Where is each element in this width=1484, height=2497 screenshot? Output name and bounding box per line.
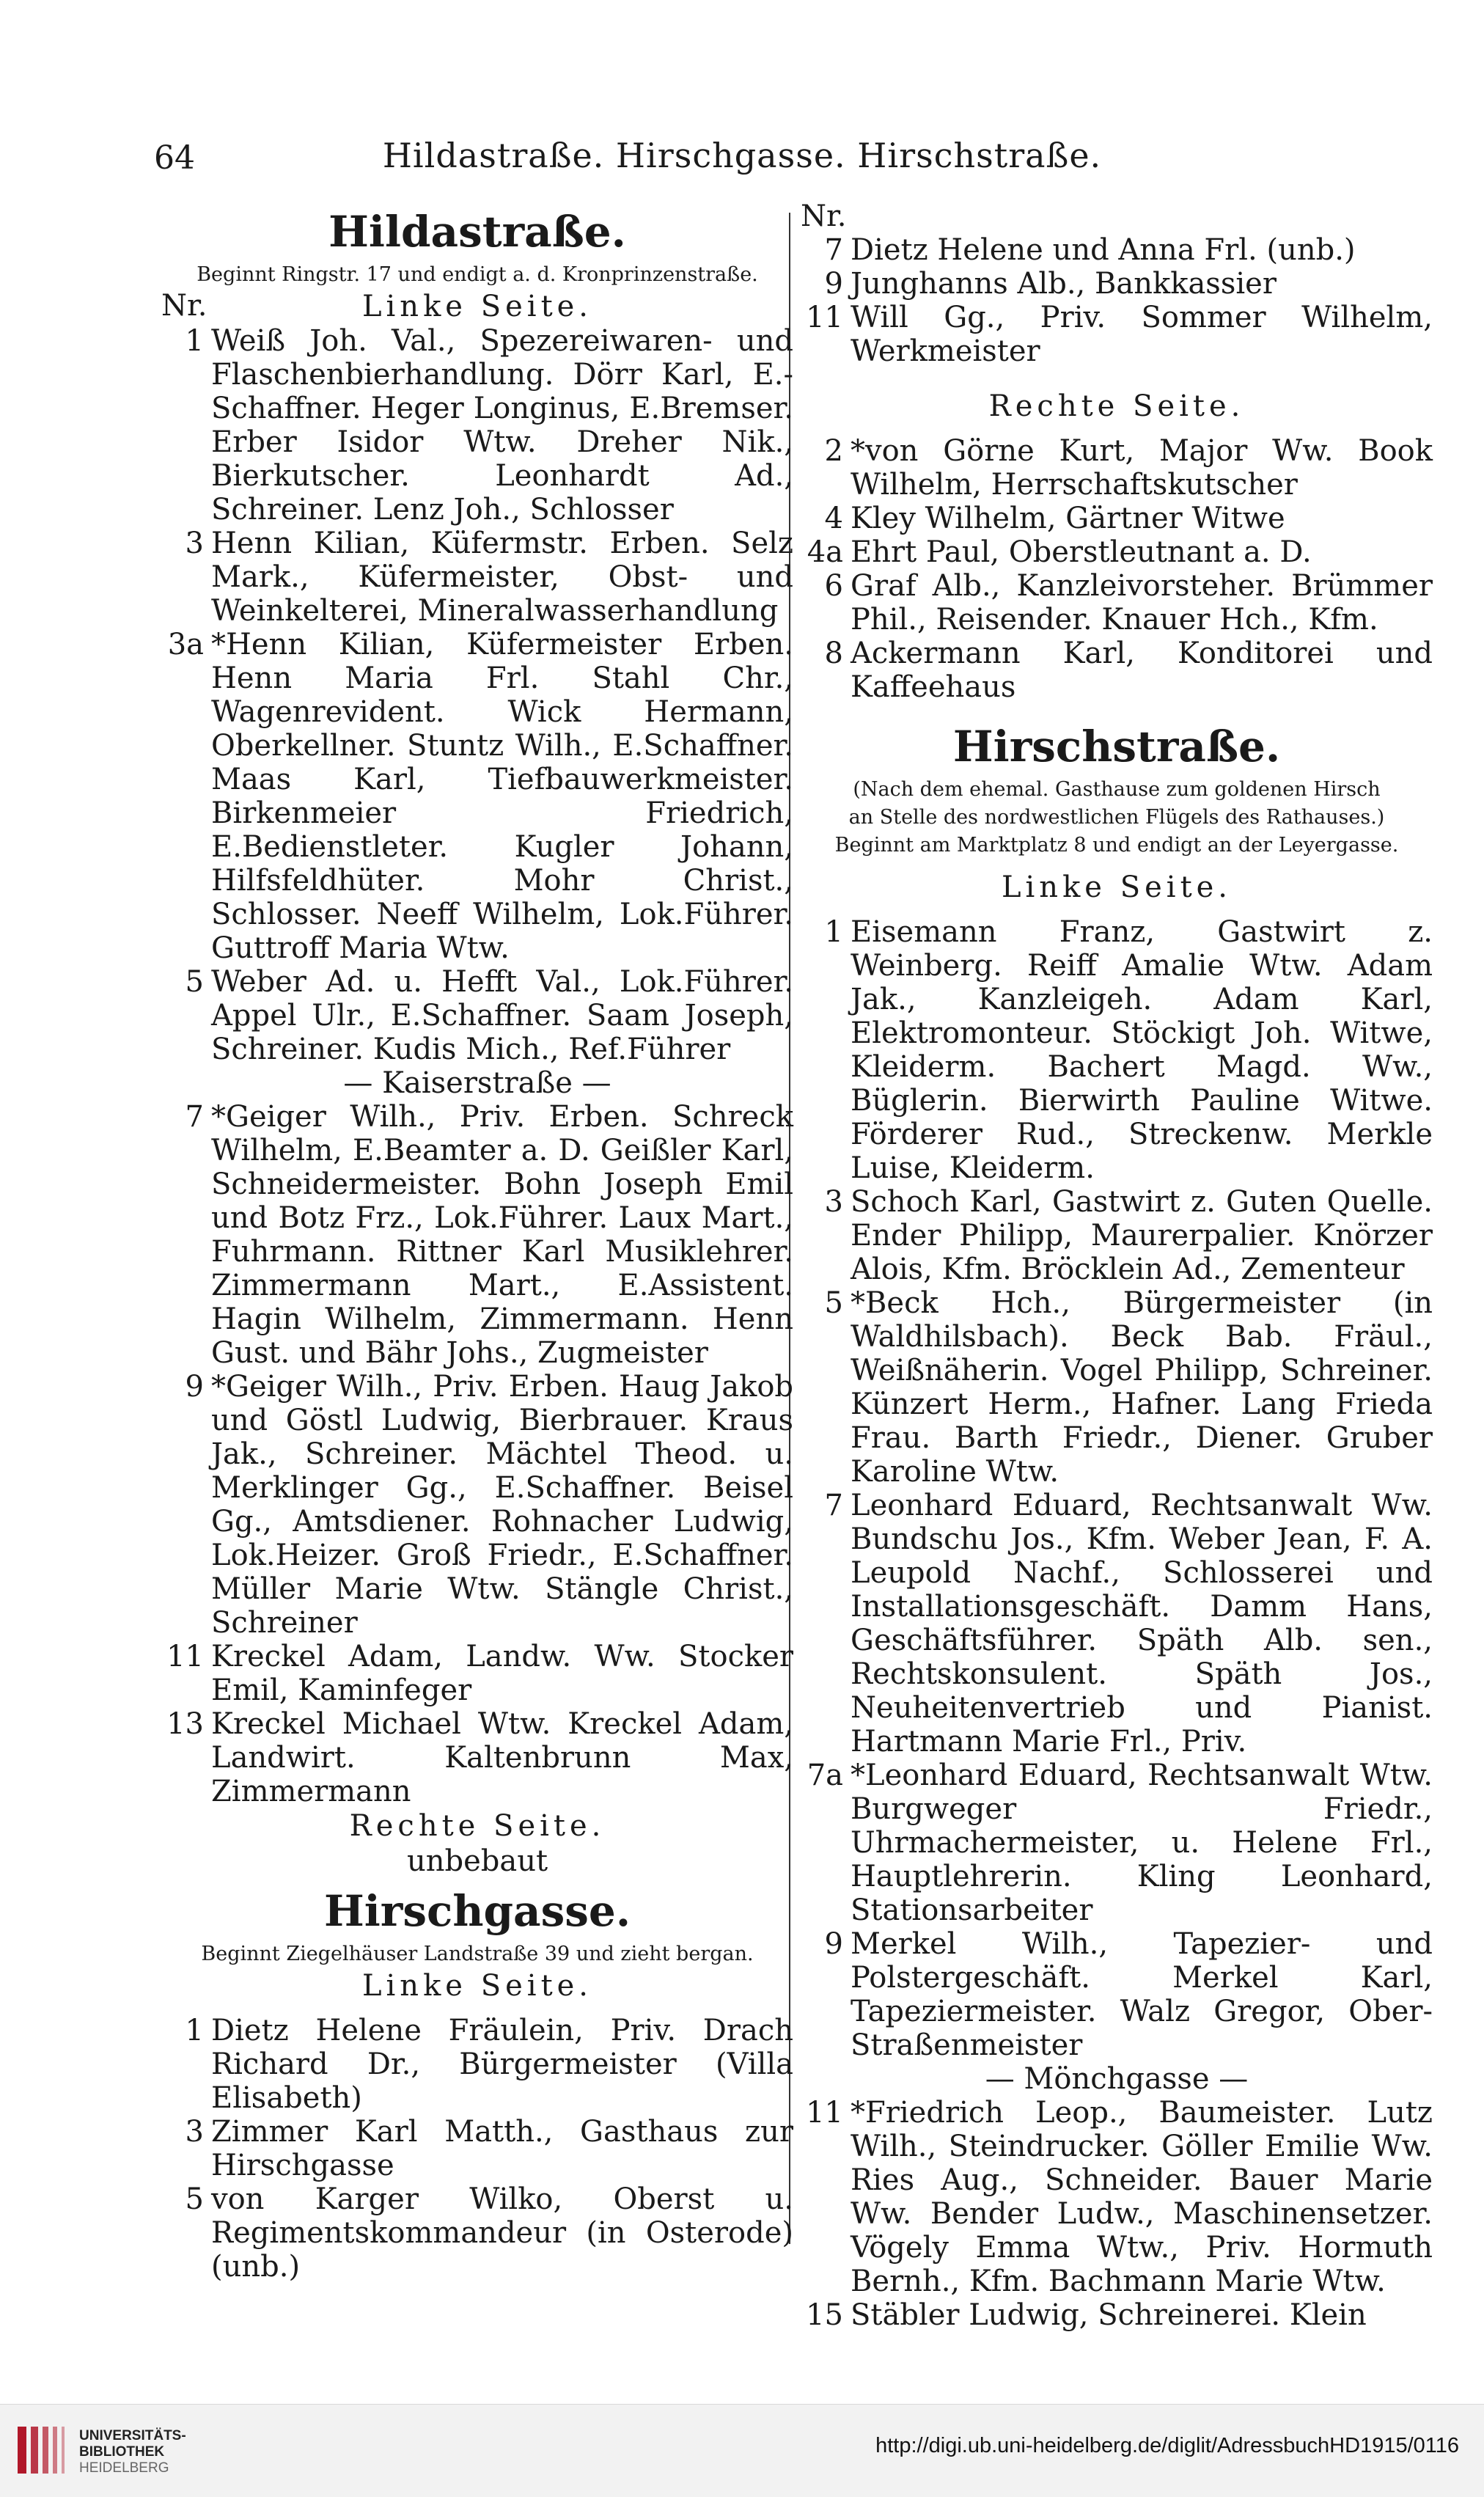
entry-text: *Friedrich Leop., Baumeister. Lutz Wilh., Steindrucker. Göller Emilie Ww. Ries Aug., Schneider. Bauer Marie Ww. Bender Ludw., Maschinensetzer. Vögely Emma Wtw., Priv. Hormuth Bernh., Kfm. Bachmann Marie Wtw. [851, 2096, 1433, 2298]
list-item [801, 2298, 1433, 2332]
side-header-row [161, 289, 793, 324]
list-item [801, 637, 1433, 704]
right-column [801, 199, 1433, 2332]
list-item [801, 569, 1433, 637]
entry-text: *Leonhard Eduard, Rechtsanwalt Wtw. Burgweger Friedr., Uhrmachermeister, u. Helene Frl., Hauptlehrerin. Kling Leonhard, Stationsarbeiter [851, 1759, 1433, 1927]
list-item [161, 1370, 793, 1640]
entry-text: Ehrt Paul, Oberstleutnant a. D. [851, 535, 1312, 569]
university-logo-icon [16, 2424, 69, 2476]
list-item [161, 628, 793, 965]
page-number: 64 [154, 139, 195, 177]
side-label-left: Linke Seite. [361, 1969, 593, 2003]
entry-text: Kley Wilhelm, Gärtner Witwe [851, 502, 1285, 535]
street-title-hirschgasse: Hirschgasse. [323, 1886, 631, 1936]
house-number: 1 [185, 324, 204, 358]
entry-text: Zimmer Karl Matth., Gasthaus zur Hirschgasse [211, 2115, 793, 2182]
list-item [161, 324, 793, 527]
house-number: 5 [824, 1286, 843, 1320]
nr-label: Nr. [801, 199, 847, 233]
list-item [801, 301, 1433, 368]
list-item [161, 527, 793, 628]
entry-text: Graf Alb., Kanzleivorsteher. Brümmer Phil., Reisender. Knauer Hch., Kfm. [851, 569, 1433, 637]
list-item [161, 1100, 793, 1370]
house-number: 11 [806, 301, 843, 334]
street-title-hildastrasse: Hildastraße. [328, 207, 626, 257]
list-item [801, 434, 1433, 502]
entry-text: Ackermann Karl, Konditorei und Kaffeehaus [851, 637, 1433, 704]
house-number: 7 [824, 233, 843, 267]
left-column [161, 199, 793, 2284]
street-description-line3: Beginnt am Marktplatz 8 und endigt an der Leyergasse. [834, 834, 1399, 857]
house-number: 3 [824, 1185, 843, 1219]
entry-text: Kreckel Adam, Landw. Ww. Stocker Emil, Kaminfeger [211, 1640, 793, 1707]
list-item [161, 1707, 793, 1808]
house-number: 5 [185, 2182, 204, 2216]
house-number: 13 [166, 1707, 204, 1741]
list-item [801, 1489, 1433, 1759]
entry-text: *Geiger Wilh., Priv. Erben. Schreck Wilhelm, E.Beamter a. D. Geißler Karl, Schneidermeister. Bohn Joseph Emil und Botz Frz., Lok.Führer. Laux Mart., Fuhrmann. Rittner Karl Musiklehrer. Zimmermann Mart., E.Assistent. Hagin Wilhelm, Zimmermann. Henn Gust. und Bähr Johs., Zugmeister [211, 1100, 793, 1370]
entry-text: Stäbler Ludwig, Schreinerei. Klein [851, 2298, 1367, 2332]
street-description: Beginnt Ziegelhäuser Landstraße 39 und zieht bergan. [201, 1943, 754, 1965]
side-label-right: Rechte Seite. [988, 389, 1245, 423]
entry-text: Weber Ad. u. Hefft Val., Lok.Führer. Appel Ulr., E.Schaffner. Saam Joseph, Schreiner. Kudis Mich., Ref.Führer [211, 965, 793, 1066]
entry-text: Kreckel Michael Wtw. Kreckel Adam, Landwirt. Kaltenbrunn Max, Zimmermann [211, 1707, 793, 1808]
entry-text: Dietz Helene Fräulein, Priv. Drach Richard Dr., Bürgermeister (Villa Elisabeth) [211, 2014, 793, 2115]
cross-street: — Mönchgasse — [985, 2062, 1249, 2096]
house-number: 7a [807, 1759, 843, 1792]
running-header: Hildastraße. Hirschgasse. Hirschstraße. [382, 136, 1102, 175]
house-number: 3 [185, 2115, 204, 2149]
list-item [161, 2014, 793, 2115]
entry-text: Weiß Joh. Val., Spezereiwaren- und Flaschenbierhandlung. Dörr Karl, E.-Schaffner. Heger Longinus, E.Bremser. Erber Isidor Wtw. Dreher Nik., Bierkutscher. Leonhardt Ad., Schreiner. Lenz Joh., Schlosser [211, 324, 793, 527]
source-url-link[interactable]: http://digi.ub.uni-heidelberg.de/diglit/AdressbuchHD1915/0116 [875, 2434, 1459, 2457]
list-item [801, 1286, 1433, 1489]
street-description-line1: (Nach dem ehemal. Gasthause zum goldenen Hirsch [853, 778, 1381, 801]
side-label-left: Linke Seite. [361, 290, 593, 323]
list-item [801, 535, 1433, 569]
entry-text: *Beck Hch., Bürgermeister (in Waldhilsbach). Beck Bab. Fräul., Weißnäherin. Vogel Philipp, Schreiner. Künzert Herm., Hafner. Lang Frieda Frau. Barth Friedr., Diener. Gruber Karoline Wtw. [851, 1286, 1433, 1489]
entry-text: von Karger Wilko, Oberst u. Regimentskommandeur (in Osterode) (unb.) [211, 2182, 793, 2284]
house-number: 7 [824, 1489, 843, 1522]
list-item [801, 1759, 1433, 1927]
house-number: 8 [824, 637, 843, 670]
house-number: 7 [185, 1100, 204, 1134]
house-number: 4 [824, 502, 843, 535]
street-description-line2: an Stelle des nordwestlichen Flügels des Rathauses.) [848, 806, 1385, 829]
list-item [801, 1185, 1433, 1286]
entry-text: Schoch Karl, Gastwirt z. Guten Quelle. Ender Philipp, Maurerpalier. Knörzer Alois, Kfm. Bröcklein Ad., Zementeur [851, 1185, 1433, 1286]
house-number: 3 [185, 527, 204, 560]
list-item [161, 965, 793, 1066]
house-number: 11 [806, 2096, 843, 2130]
house-number: 11 [166, 1640, 204, 1673]
house-number: 2 [824, 434, 843, 468]
house-number: 1 [185, 2014, 204, 2047]
unbebaut-note: unbebaut [406, 1844, 548, 1878]
entry-text: *Henn Kilian, Küfermeister Erben. Henn Maria Frl. Stahl Chr., Wagenrevident. Wick Hermann, Oberkellner. Stuntz Wilh., E.Schaffner. Maas Karl, Tiefbauwerkmeister. Birkenmeier Friedrich, E.Bedienstleter. Kugler Johann, Hilfsfeldhüter. Mohr Christ., Schlosser. Neeff Wilhelm, Lok.Führer. Guttroff Maria Wtw. [211, 628, 793, 965]
entry-text: *Geiger Wilh., Priv. Erben. Haug Jakob und Göstl Ludwig, Bierbrauer. Kraus Jak., Schreiner. Mächtel Theod. u. Merklinger Gg., E.Schaffner. Beisel Gg., Amtsdiener. Rohnacher Ludwig, Lok.Heizer. Groß Friedr., E.Schaffner. Müller Marie Wtw. Stängle Christ., Schreiner [211, 1370, 793, 1640]
list-item [161, 2115, 793, 2182]
house-number: 6 [824, 569, 843, 603]
list-item [801, 1927, 1433, 2062]
side-label-left: Linke Seite. [1001, 870, 1233, 904]
house-number: 3a [167, 628, 204, 661]
entry-text: Henn Kilian, Küfermstr. Erben. Selz Mark., Küfermeister, Obst- und Weinkelterei, Mineralwasserhandlung [211, 527, 793, 628]
list-item [801, 2096, 1433, 2298]
entry-text: *von Görne Kurt, Major Ww. Book Wilhelm, Herrschaftskutscher [851, 434, 1433, 502]
house-number: 9 [824, 1927, 843, 1961]
entry-text: Junghanns Alb., Bankkassier [851, 267, 1277, 301]
entry-text: Eisemann Franz, Gastwirt z. Weinberg. Reiff Amalie Wtw. Adam Jak., Kanzleigeh. Adam Karl, Elektromonteur. Stöckigt Joh. Witwe, Kleiderm. Bachert Magd. Ww., Büglerin. Bierwirth Pauline Witwe. Förderer Rud., Streckenw. Merkle Luise, Kleiderm. [851, 915, 1433, 1185]
house-number: 9 [185, 1370, 204, 1404]
footer-bar [0, 2404, 1484, 2497]
street-description: Beginnt Ringstr. 17 und endigt a. d. Kronprinzenstraße. [196, 263, 758, 286]
list-item [801, 915, 1433, 1185]
house-number: 1 [824, 915, 843, 949]
library-name: UNIVERSITÄTS- BIBLIOTHEK HEIDELBERG [79, 2428, 186, 2476]
house-number: 5 [185, 965, 204, 999]
list-item [161, 2182, 793, 2284]
entry-text: Will Gg., Priv. Sommer Wilhelm, Werkmeister [851, 301, 1433, 368]
street-title-hirschstrasse: Hirschstraße. [952, 722, 1281, 771]
list-item [161, 1640, 793, 1707]
list-item [801, 267, 1433, 301]
house-number: 15 [806, 2298, 843, 2332]
cross-street: — Kaiserstraße — [343, 1066, 611, 1100]
entry-text: Merkel Wilh., Tapezier- und Polstergeschäft. Merkel Karl, Tapeziermeister. Walz Gregor, Ober-Straßenmeister [851, 1927, 1433, 2062]
house-number: 9 [824, 267, 843, 301]
entry-text: Leonhard Eduard, Rechtsanwalt Ww. Bundschu Jos., Kfm. Weber Jean, F. A. Leupold Nachf., Schlosserei und Installationsgeschäft. Damm Hans, Geschäftsführer. Späth Alb. sen., Rechtskonsulent. Späth Jos., Neuheitenvertrieb und Pianist. Hartmann Marie Frl., Priv. [851, 1489, 1433, 1759]
nr-label: Nr. [161, 289, 207, 323]
list-item [801, 233, 1433, 267]
entry-text: Dietz Helene und Anna Frl. (unb.) [851, 233, 1356, 267]
list-item [801, 502, 1433, 535]
house-number: 4a [807, 535, 843, 569]
side-label-right: Rechte Seite. [349, 1809, 606, 1843]
